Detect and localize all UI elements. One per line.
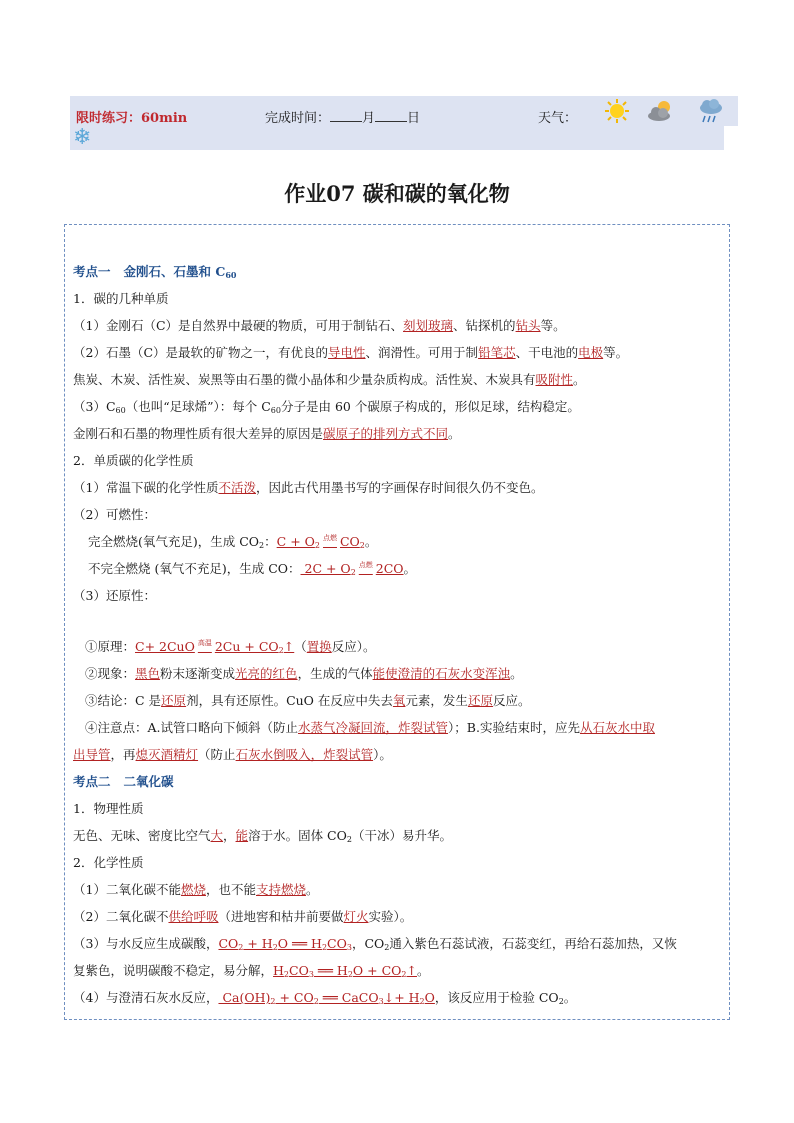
month-blank (330, 109, 362, 122)
completion-time (265, 107, 420, 126)
text-line: （2）二氧化碳不供给呼吸（进地窖和枯井前要做灯火实验）。 (73, 909, 413, 924)
sun-icon (604, 98, 630, 124)
text-line: 复紫色，说明碳酸不稳定，易分解，$H_2CO_3$ ══ $H_2O$ + $CO_2↑$。 (73, 963, 430, 979)
section-heading-1: 考点一 金刚石、石墨和 $C_{60}$ (73, 264, 237, 280)
day-blank (375, 109, 407, 122)
text-line: $(3)C_{60}$（也叫“足球烯”）：每个 $C_{60}$分子是由 60 个碳原子构成的，形似足球，结构稳定。 (73, 399, 580, 415)
text-line: 出导管，再熄灭酒精灯（防止石灰水倒吸入，炸裂试管）。 (73, 747, 392, 762)
text-line: ①原理：C+ 2CuO $^{高温}$ $2Cu + CO_2↑$（置换反应）。 (85, 639, 376, 655)
time-label: 完成时间： (265, 111, 331, 126)
text-line: （1）二氧化碳不能燃烧，也不能支持燃烧。 (73, 882, 319, 897)
subheading: 1．物理性质 (73, 801, 144, 816)
text-line: （2）可燃性： (73, 507, 156, 522)
subheading: 2．单质碳的化学性质 (73, 453, 194, 468)
month-label: 月 (362, 111, 376, 126)
text-line: 无色、无味、密度比空气大，能溶于水。固体 $CO_2$（干冰）易升华。 (73, 828, 452, 844)
day-label: 日 (407, 111, 421, 126)
practice-time-label: 限时练习：60min (76, 111, 188, 126)
snowflake-icon: ❄ (73, 125, 92, 150)
text-line: （1）常温下碳的化学性质不活泼，因此古代用墨书写的字画保存时间很久仍不变色。 (73, 480, 544, 495)
text-line: ②现象：黑色粉末逐渐变成光亮的红色，生成的气体能使澄清的石灰水变浑浊。 (85, 666, 523, 681)
text-line: 不完全燃烧 (氧气不充足)，生成 CO： $2C + O_2^{点燃}$ 2CO。 (88, 561, 417, 577)
text-line: （2）石墨（C）是最软的矿物之一，有优良的导电性、润滑性。可用于制铅笔芯、干电池的电极等。 (73, 345, 629, 360)
text-line: （1）金刚石（C）是自然界中最硬的物质，可用于制钻石、刻划玻璃、钻探机的钻头等。 (73, 318, 566, 333)
page-title: 作业07 碳和碳的氧化物 (284, 181, 510, 206)
cloud-sun-icon (646, 98, 676, 124)
rain-icon (698, 98, 724, 126)
section-heading-2: 考点二 二氧化碳 (73, 774, 174, 789)
text-line: ④注意点：A.试管口略向下倾斜（防止水蒸气冷凝回流，炸裂试管）；B.实验结束时，应先从石灰水中取 (85, 720, 655, 735)
text-line: ③结论：C 是还原剂，具有还原性。CuO 在反应中失去氧元素，发生还原反应。 (85, 693, 531, 708)
text-line: （4）与澄清石灰水反应， $Ca(OH)_2 + CO_2$ ══ CaCO$_3$↓+ $H_2O$，该反应用于检验 $CO_2$。 (73, 990, 577, 1006)
weather-label: 天气： (538, 111, 578, 126)
subheading: 2．化学性质 (73, 855, 144, 870)
text-line: 金刚石和石墨的物理性质有很大差异的原因是碳原子的排列方式不同。 (73, 426, 461, 441)
header-banner-tail (724, 96, 738, 126)
subheading: 1．碳的几种单质 (73, 291, 169, 306)
text-line: （3）与水反应生成碳酸，$CO_2 + H_2O$ ══ $H_2CO_3$，$CO_2$通入紫色石蕊试液，石蕊变红，再给石蕊加热，又恢 (73, 936, 677, 952)
text-line: （3）还原性： (73, 588, 156, 603)
text-line: 焦炭、木炭、活性炭、炭黑等由石墨的微小晶体和少量杂质构成。活性炭、木炭具有吸附性。 (73, 372, 586, 387)
text-line: 完全燃烧(氧气充足)，生成 $CO_2$：$C + O_2^{点燃}$ $CO_2$。 (88, 534, 378, 550)
